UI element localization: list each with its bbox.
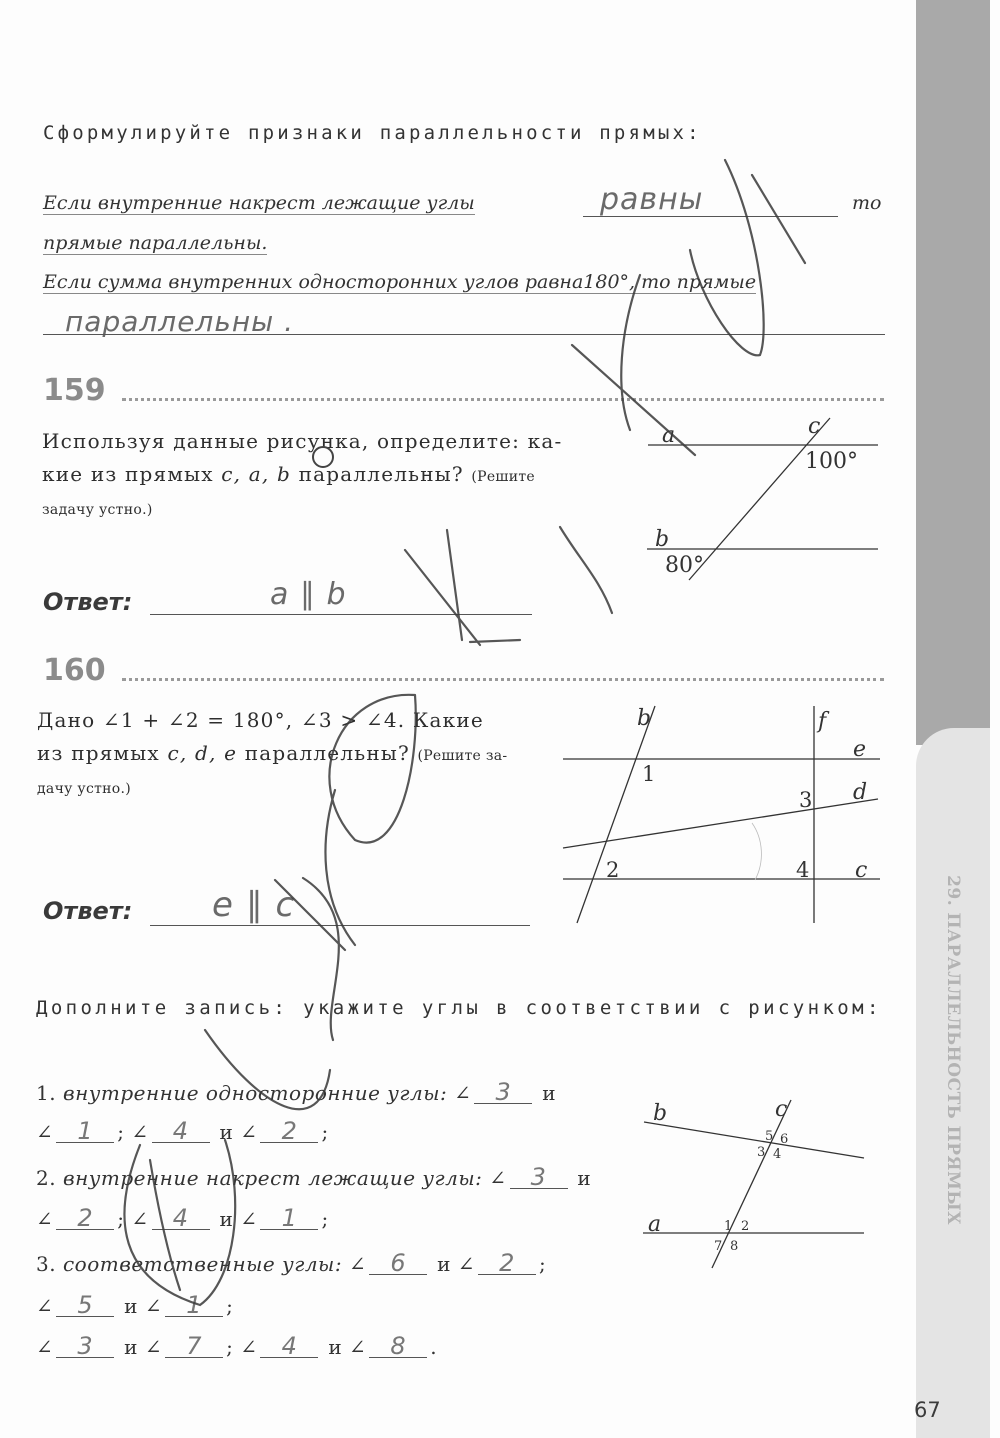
svg-text:5: 5 [765,1129,774,1144]
svg-text:8: 8 [730,1239,739,1254]
fill-item-1-cont: ∠ 1 ; ∠ 4 и ∠ 2 ; [36,1117,329,1145]
svg-text:b: b [637,706,652,731]
blank-3c[interactable]: 5 [56,1294,114,1317]
svg-text:4: 4 [796,858,810,882]
blank-2d[interactable]: 1 [260,1207,318,1230]
answer-159-value: a ∥ b [270,577,347,612]
svg-text:1: 1 [642,762,656,786]
figure-160 [555,700,885,930]
blank-3a[interactable]: 6 [369,1252,427,1275]
blank-2b[interactable]: 2 [56,1207,114,1230]
fill-item-3: 3. соответственные углы: ∠ 6 и ∠ 2 ; [36,1249,547,1277]
blank-3b[interactable]: 2 [478,1252,536,1275]
svg-text:2: 2 [606,858,620,882]
svg-text:1: 1 [724,1219,733,1234]
blank-1b[interactable]: 1 [56,1120,114,1143]
figure-fill-in [635,1090,875,1275]
blank-3f[interactable]: 7 [165,1335,223,1358]
blank-1d[interactable]: 2 [260,1120,318,1143]
label-b: b [655,527,670,552]
problem-160-text: Дано ∠1 + ∠2 = 180°, ∠3 > ∠4. Какие из прямых c, d, e параллельны? (Решите за- дачу устно.) [37,708,508,797]
angle-80: 80° [665,553,704,578]
blank-3d[interactable]: 1 [165,1294,223,1317]
fill-item-1: 1. внутренние односторонние углы: ∠ 3 и [36,1078,557,1106]
problem-160-number: 160 [43,653,106,688]
sign1-line2: прямые параллельны. [43,232,268,254]
chapter-title: 29. ПАРАЛЛЕЛЬНОСТЬ ПРЯМЫХ [943,875,963,1225]
figure-159 [640,410,890,590]
sign2-blank[interactable] [43,334,885,335]
blank-3g[interactable]: 4 [260,1335,318,1358]
answer-label-160: Ответ: [43,897,133,925]
problem-159-number: 159 [43,373,106,408]
divider-159 [122,398,884,401]
page-number: 67 [914,1398,941,1422]
label-a: a [662,423,676,448]
svg-text:c: c [855,858,868,883]
sign1-text: Если внутренние накрест лежащие углы [43,192,475,214]
answer-line-160[interactable] [150,925,530,926]
sign1-answer: равны [600,182,704,217]
blank-3e[interactable]: 3 [56,1335,114,1358]
angle-100: 100° [805,449,858,474]
divider-160 [122,678,884,681]
svg-text:3: 3 [757,1145,766,1160]
svg-text:7: 7 [714,1239,723,1254]
problem-159-text: Используя данные рисунка, определите: ка- кие из прямых c, a, b параллельны? (Решите задачу устно.) [42,429,563,518]
fill-item-3-cont1: ∠ 5 и ∠ 1 ; [36,1291,234,1319]
svg-text:6: 6 [780,1132,789,1147]
svg-text:e: e [853,737,867,762]
svg-text:c: c [775,1097,788,1122]
blank-2c[interactable]: 4 [152,1207,210,1230]
svg-text:3: 3 [799,788,813,812]
svg-text:d: d [853,780,868,805]
svg-text:2: 2 [741,1219,750,1234]
fill-item-3-cont2: ∠ 3 и ∠ 7 ; ∠ 4 и ∠ 8 . [36,1332,438,1360]
answer-line-159[interactable] [150,614,532,615]
blank-3h[interactable]: 8 [369,1335,427,1358]
sign1-tail: то [852,192,882,214]
svg-text:a: a [648,1212,662,1237]
chapter-tab-dark [916,0,990,745]
sign2-text: Если сумма внутренних односторонних углов равна180°, то прямые [43,271,757,293]
blank-2a[interactable]: 3 [510,1166,568,1189]
svg-text:b: b [653,1101,668,1126]
svg-text:4: 4 [773,1147,782,1162]
sign2-answer: параллельны . [65,305,295,338]
svg-text:f: f [818,709,827,734]
blank-1a[interactable]: 3 [474,1081,532,1104]
fill-in-heading: Дополните запись: укажите углы в соответствии с рисунком: [36,997,882,1019]
fill-item-2: 2. внутренние накрест лежащие углы: ∠ 3 и [36,1163,592,1191]
label-c: c [808,414,821,439]
blank-1c[interactable]: 4 [152,1120,210,1143]
intro-heading: Сформулируйте признаки параллельности прямых: [43,122,702,144]
answer-160-value: e ∥ c [212,885,296,925]
answer-label-159: Ответ: [43,588,133,616]
fill-item-2-cont: ∠ 2 ; ∠ 4 и ∠ 1 ; [36,1204,329,1232]
